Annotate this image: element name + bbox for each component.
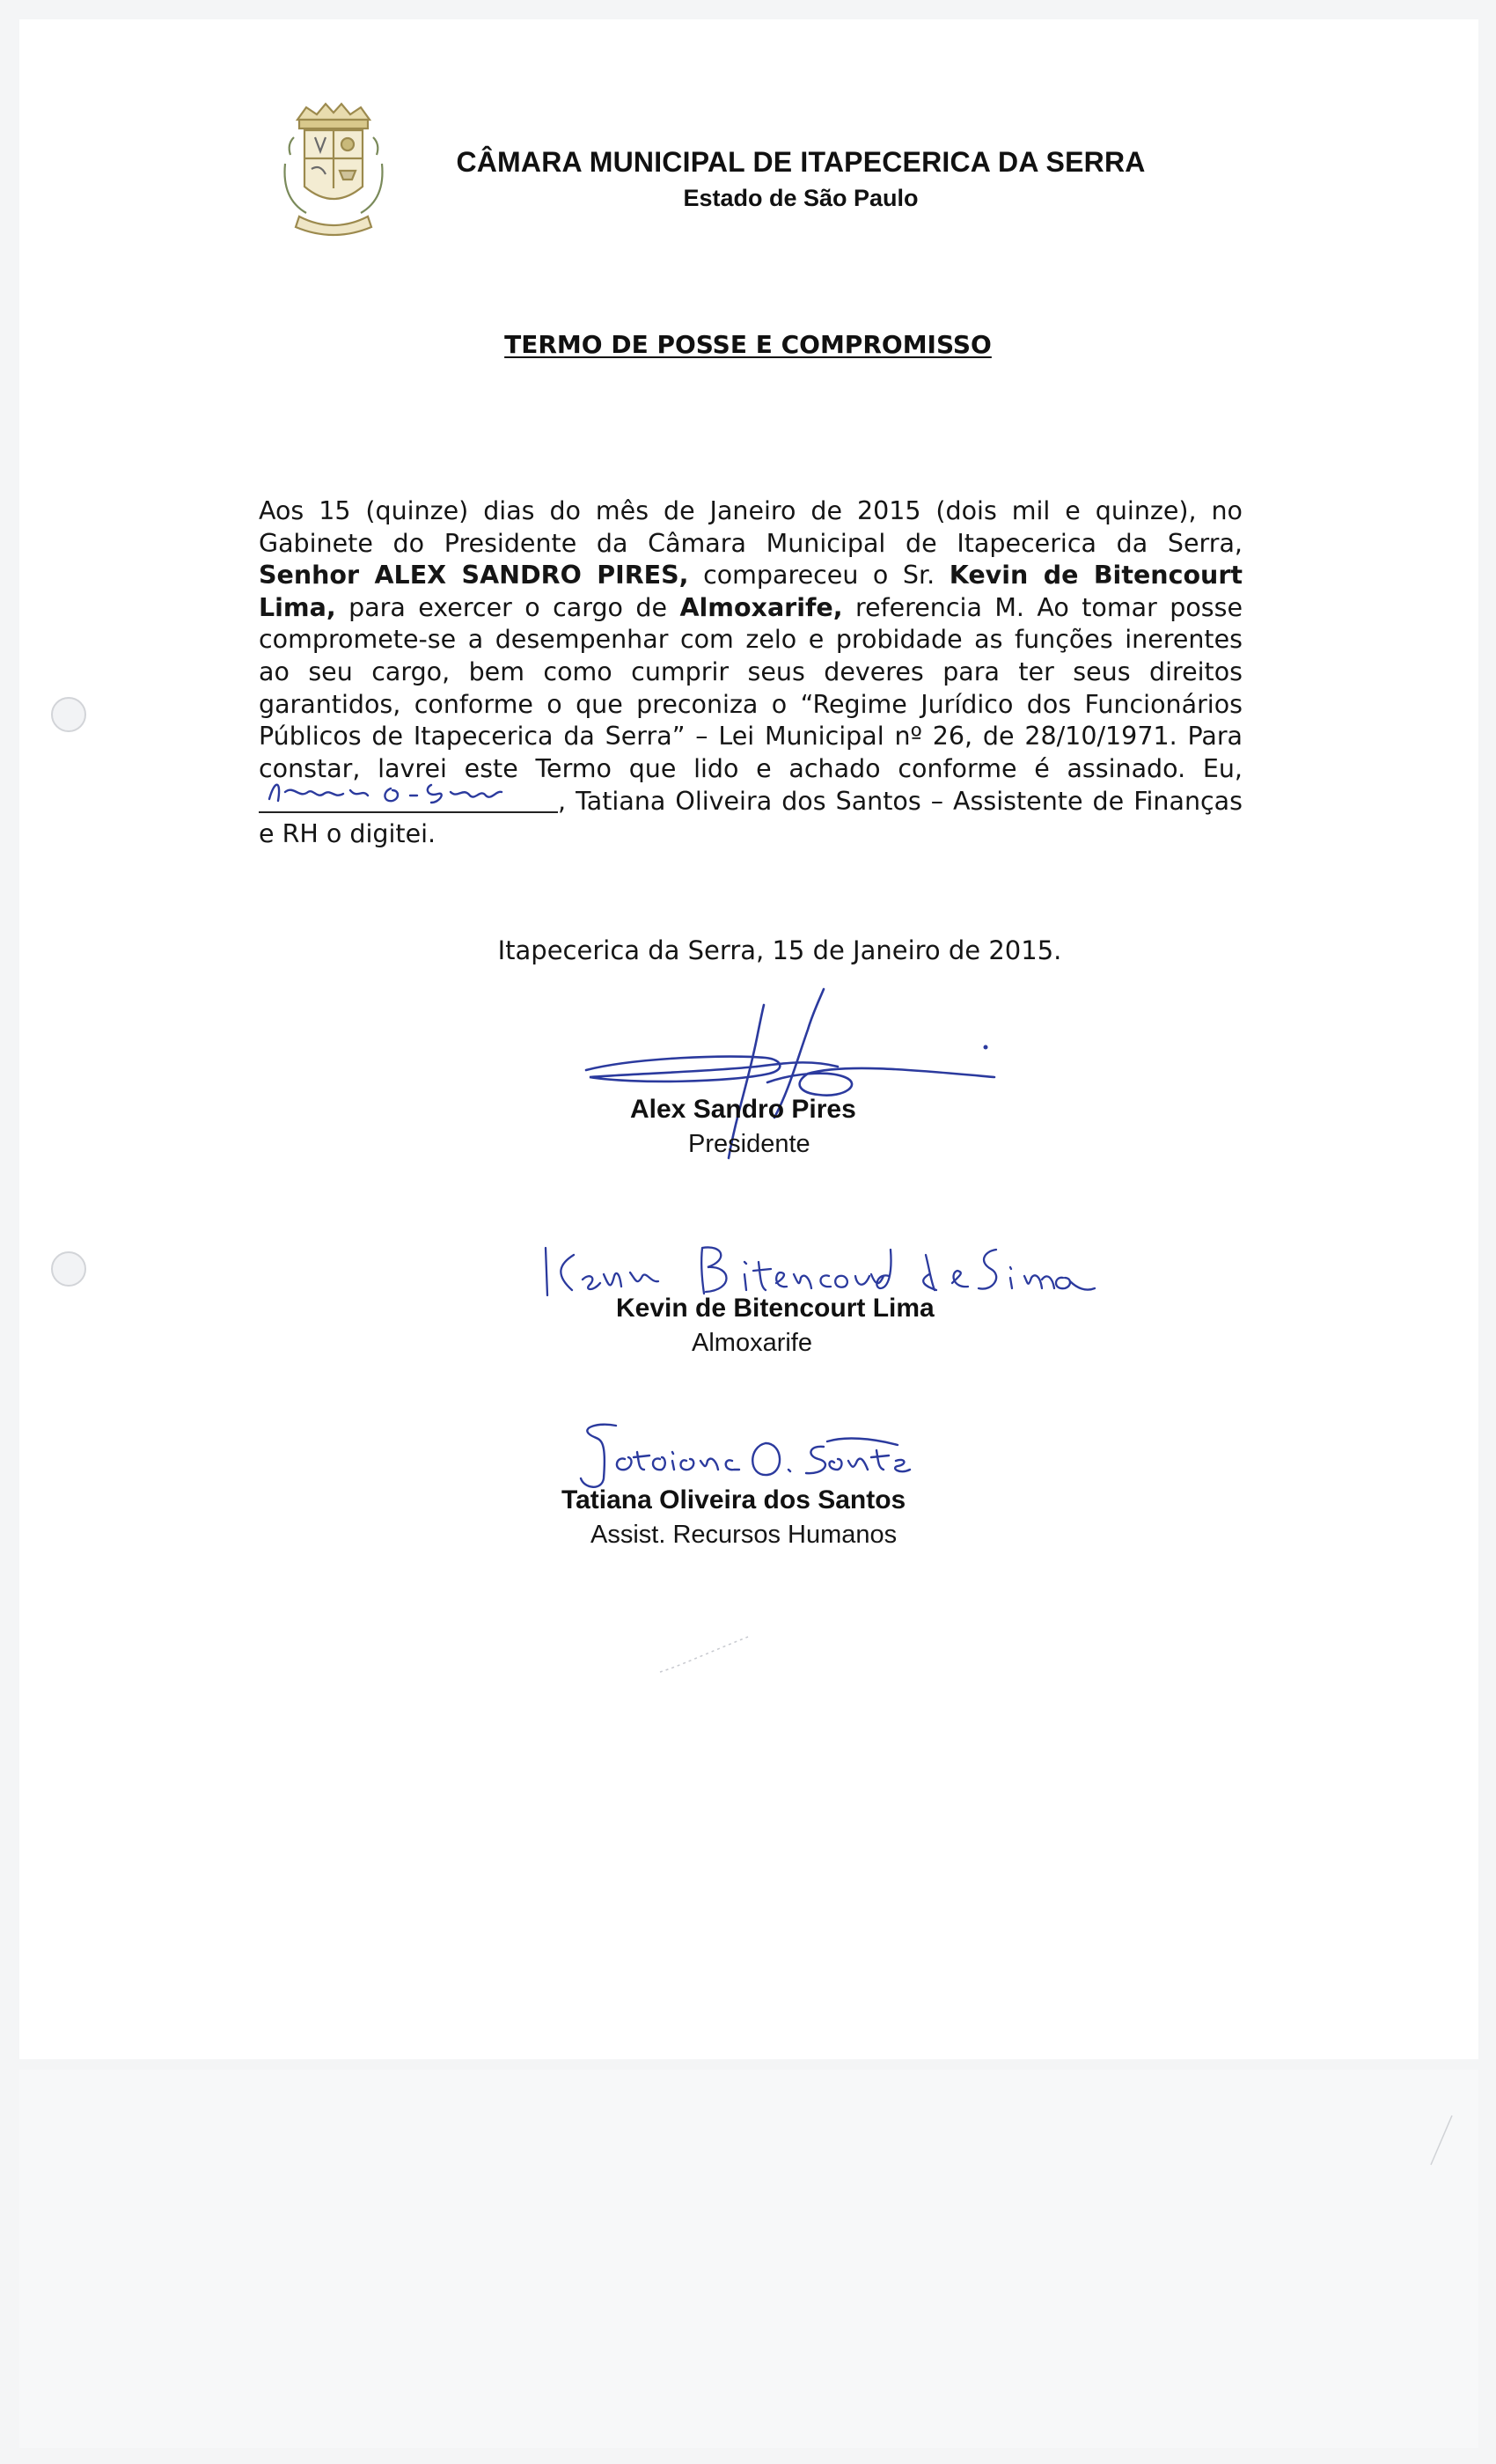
body-text-segment: compareceu o Sr. xyxy=(703,561,935,590)
place-and-date: Itapecerica da Serra, 15 de Janeiro de 2015. xyxy=(497,935,1062,965)
hr-assistant-signature-icon xyxy=(563,1417,915,1496)
document-title: TERMO DE POSSE E COMPROMISSO xyxy=(504,330,992,359)
document-body xyxy=(259,495,1243,851)
signature-dot-icon xyxy=(984,1045,988,1050)
president-role: Presidente xyxy=(688,1130,810,1158)
institution-title: CÂMARA MUNICIPAL DE ITAPECERICA DA SERRA xyxy=(456,146,1146,178)
inline-signature-icon xyxy=(259,773,549,811)
role-bold: Almoxarife, xyxy=(679,592,843,622)
scan-smudge-icon xyxy=(651,1628,757,1681)
employee-name: Kevin de Bitencourt Lima xyxy=(616,1294,935,1323)
body-text-segment: referencia M. Ao tomar posse compromete-se a desempenhar com zelo e probidade as funções inerentes ao seu cargo, bem como cumprir seus deveres para ter seus direitos garantidos, conforme o que preconiza o “Regime Jurídico dos Funcionários Públicos de Itapecerica da Serra” – Lei Municipal nº 26, de 28/10/1971. Para constar, lavrei este Termo que lido e achado conforme é assinado. Eu, xyxy=(259,592,1243,783)
president-name-bold: Senhor ALEX SANDRO PIRES, xyxy=(259,561,689,590)
body-text-segment: para exercer o cargo de xyxy=(348,592,668,622)
president-name: Alex Sandro Pires xyxy=(630,1095,856,1124)
body-text-segment: , Tatiana Oliveira dos Santos – Assistente de Finanças e RH o digitei. xyxy=(259,787,1243,848)
inline-signature-line xyxy=(259,785,558,813)
hr-assistant-role: Assist. Recursos Humanos xyxy=(590,1521,898,1549)
hr-assistant-name: Tatiana Oliveira dos Santos xyxy=(561,1485,906,1514)
punch-hole-top xyxy=(51,697,86,732)
scan-mark-icon xyxy=(1426,2112,1461,2218)
employee-name-bold: Kevin de Bitencourt Lima, xyxy=(259,561,1243,622)
employee-role: Almoxarife xyxy=(692,1329,812,1357)
body-text-segment: Aos 15 (quinze) dias do mês de Janeiro de 2015 (dois mil e quinze), no Gabinete do Presidente da Câmara Municipal de Itapecerica da Serra, xyxy=(259,496,1243,558)
scan-lower-band xyxy=(19,2070,1478,2448)
state-subtitle: Estado de São Paulo xyxy=(683,185,919,211)
punch-hole-bottom xyxy=(51,1251,86,1287)
